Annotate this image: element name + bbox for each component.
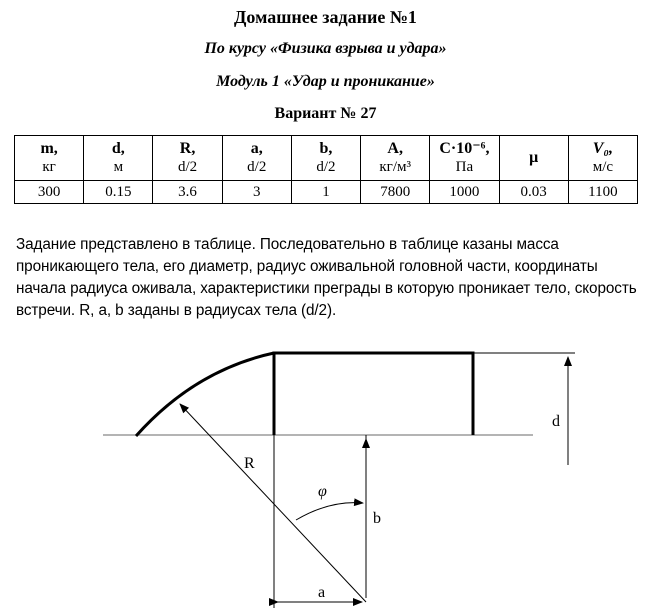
module-title: Модуль 1 «Удар и проникание» xyxy=(216,73,435,90)
cell-R: 3.6 xyxy=(153,181,222,204)
cell-A: 7800 xyxy=(361,181,430,204)
col-header-A: A, кг/м³ xyxy=(361,136,430,181)
parameters-table xyxy=(14,135,638,204)
col-header-R: R, d/2 xyxy=(153,136,222,181)
label-d: d xyxy=(552,413,560,430)
col-header-b: b, d/2 xyxy=(291,136,360,181)
ogive-arc xyxy=(136,353,274,436)
body-contour xyxy=(274,353,473,435)
col-header-a: a, d/2 xyxy=(222,136,291,181)
label-phi: φ xyxy=(318,483,327,500)
cell-m: 300 xyxy=(15,181,84,204)
cell-C: 1000 xyxy=(430,181,499,204)
col-header-mu: μ xyxy=(499,136,568,181)
cell-mu: 0.03 xyxy=(499,181,568,204)
ogive-diagram xyxy=(0,340,651,614)
col-header-V0: V₀, м/с xyxy=(568,136,637,181)
cell-d: 0.15 xyxy=(84,181,153,204)
table-header-row xyxy=(15,136,638,181)
cell-V0: 1100 xyxy=(568,181,637,204)
variant-title: Вариант № 27 xyxy=(274,105,377,122)
phi-angle-arc xyxy=(296,503,363,520)
course-title: По курсу «Физика взрыва и удара» xyxy=(204,40,447,57)
task-description: Задание представлено в таблице. Последовательно в таблице казаны масса проникающего тела, его диаметр, радиус оживальной головной части, координаты начала радиуса оживала, характеристики преграды в которую проникает тело, скорость встречи. R, a, b заданы в радиусах тела (d/2). xyxy=(16,236,637,319)
label-b: b xyxy=(373,510,381,527)
table-row xyxy=(15,181,638,204)
page-title: Домашнее задание №1 xyxy=(234,7,417,27)
cell-b: 1 xyxy=(291,181,360,204)
cell-a: 3 xyxy=(222,181,291,204)
label-a: a xyxy=(318,584,326,601)
col-header-d: d, м xyxy=(84,136,153,181)
col-header-C: C·10⁻⁶, Па xyxy=(430,136,499,181)
label-R: R xyxy=(244,455,255,472)
col-header-m: m, кг xyxy=(15,136,84,181)
